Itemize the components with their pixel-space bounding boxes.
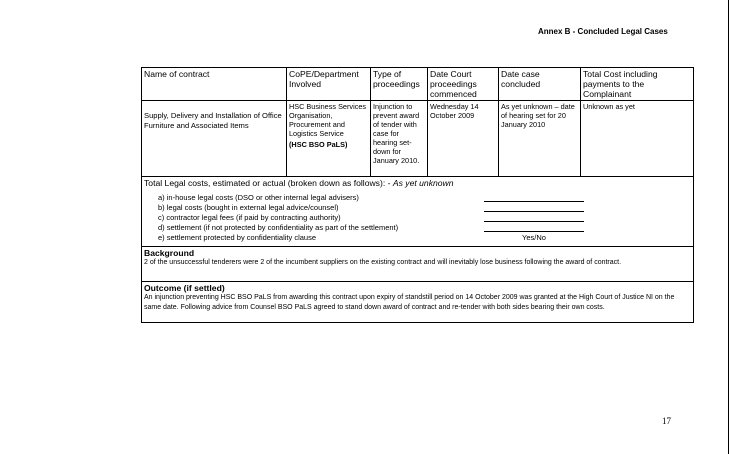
- legal-cost-value: [484, 223, 584, 232]
- page-number: 17: [662, 416, 671, 426]
- outcome-cell: [142, 282, 694, 323]
- legal-costs-cell: [142, 177, 694, 247]
- outcome-text: An injunction preventing HSC BSO PaLS from awarding this contract upon expiry of standstill period on 14 October 2009 was granted at the High Court of Justice NI on the same date. Following advice from Counsel BSO PaLS agreed to stand down award of contract and re-tender with both sides bearing their own costs.: [144, 294, 675, 311]
- column-header-concluded: Date case concluded: [499, 68, 581, 101]
- legal-cost-label: d) settlement (if not protected by confidentiality as part of the settlement): [158, 223, 399, 232]
- outcome-row: [142, 282, 694, 323]
- column-header-department: CoPE/Department Involved: [287, 68, 371, 101]
- legal-costs-list: [144, 193, 691, 243]
- contract-name-cell: Supply, Delivery and Installation of Office Furniture and Associated Items: [142, 101, 287, 177]
- legal-cost-label: a) in-house legal costs (DSO or other internal legal advisers): [158, 193, 359, 202]
- list-item: [144, 223, 691, 233]
- legal-costs-row: [142, 177, 694, 247]
- column-header-commenced: Date Court proceedings commenced: [428, 68, 499, 101]
- proceedings-cell: Injunction to prevent award of tender with case for hearing set-down for January 2010.: [371, 101, 428, 177]
- background-text: 2 of the unsuccessful tenderers were 2 of the incumbent suppliers on the existing contract and will inevitably lose business following the award of contract.: [144, 259, 622, 266]
- legal-cost-value: [484, 213, 584, 222]
- list-item: [144, 203, 691, 213]
- list-item: [144, 233, 691, 243]
- legal-cost-value: [484, 203, 584, 212]
- annex-title: Annex B - Concluded Legal Cases: [538, 27, 668, 36]
- department-text: HSC Business Services Organisation, Procurement and Logistics Service: [289, 102, 367, 138]
- column-header-proceedings: Type of proceedings: [371, 68, 428, 101]
- list-item: [144, 213, 691, 223]
- department-cell: [287, 101, 371, 177]
- legal-cost-value: Yes/No: [522, 233, 546, 242]
- legal-cost-label: e) settlement protected by confidentiality clause: [158, 233, 317, 242]
- legal-costs-heading-text: Total Legal costs, estimated or actual (broken down as follows): -: [144, 178, 391, 188]
- outcome-title: Outcome (if settled): [144, 283, 225, 293]
- column-header-total-cost: Total Cost including payments to the Complainant: [581, 68, 694, 101]
- commenced-cell: Wednesday 14 October 2009: [428, 101, 499, 177]
- concluded-cell: As yet unknown – date of hearing set for 20 January 2010: [499, 101, 581, 177]
- total-cost-cell: Unknown as yet: [581, 101, 694, 177]
- legal-cost-value: [484, 193, 584, 202]
- legal-costs-heading-italic: As yet unknown: [392, 178, 454, 188]
- page-edge-divider: [728, 0, 729, 454]
- legal-cost-label: c) contractor legal fees (if paid by contracting authority): [158, 213, 341, 222]
- list-item: [144, 193, 691, 203]
- legal-cases-table: [141, 67, 694, 323]
- background-title: Background: [144, 248, 195, 258]
- column-header-contract: Name of contract: [142, 68, 287, 101]
- department-short: (HSC BSO PaLS): [289, 140, 348, 149]
- background-row: [142, 247, 694, 282]
- legal-costs-heading: [144, 178, 691, 189]
- table-header-row: [142, 68, 694, 101]
- background-cell: [142, 247, 694, 282]
- legal-cost-label: b) legal costs (bought in external legal advice/counsel): [158, 203, 339, 212]
- table-row: [142, 101, 694, 177]
